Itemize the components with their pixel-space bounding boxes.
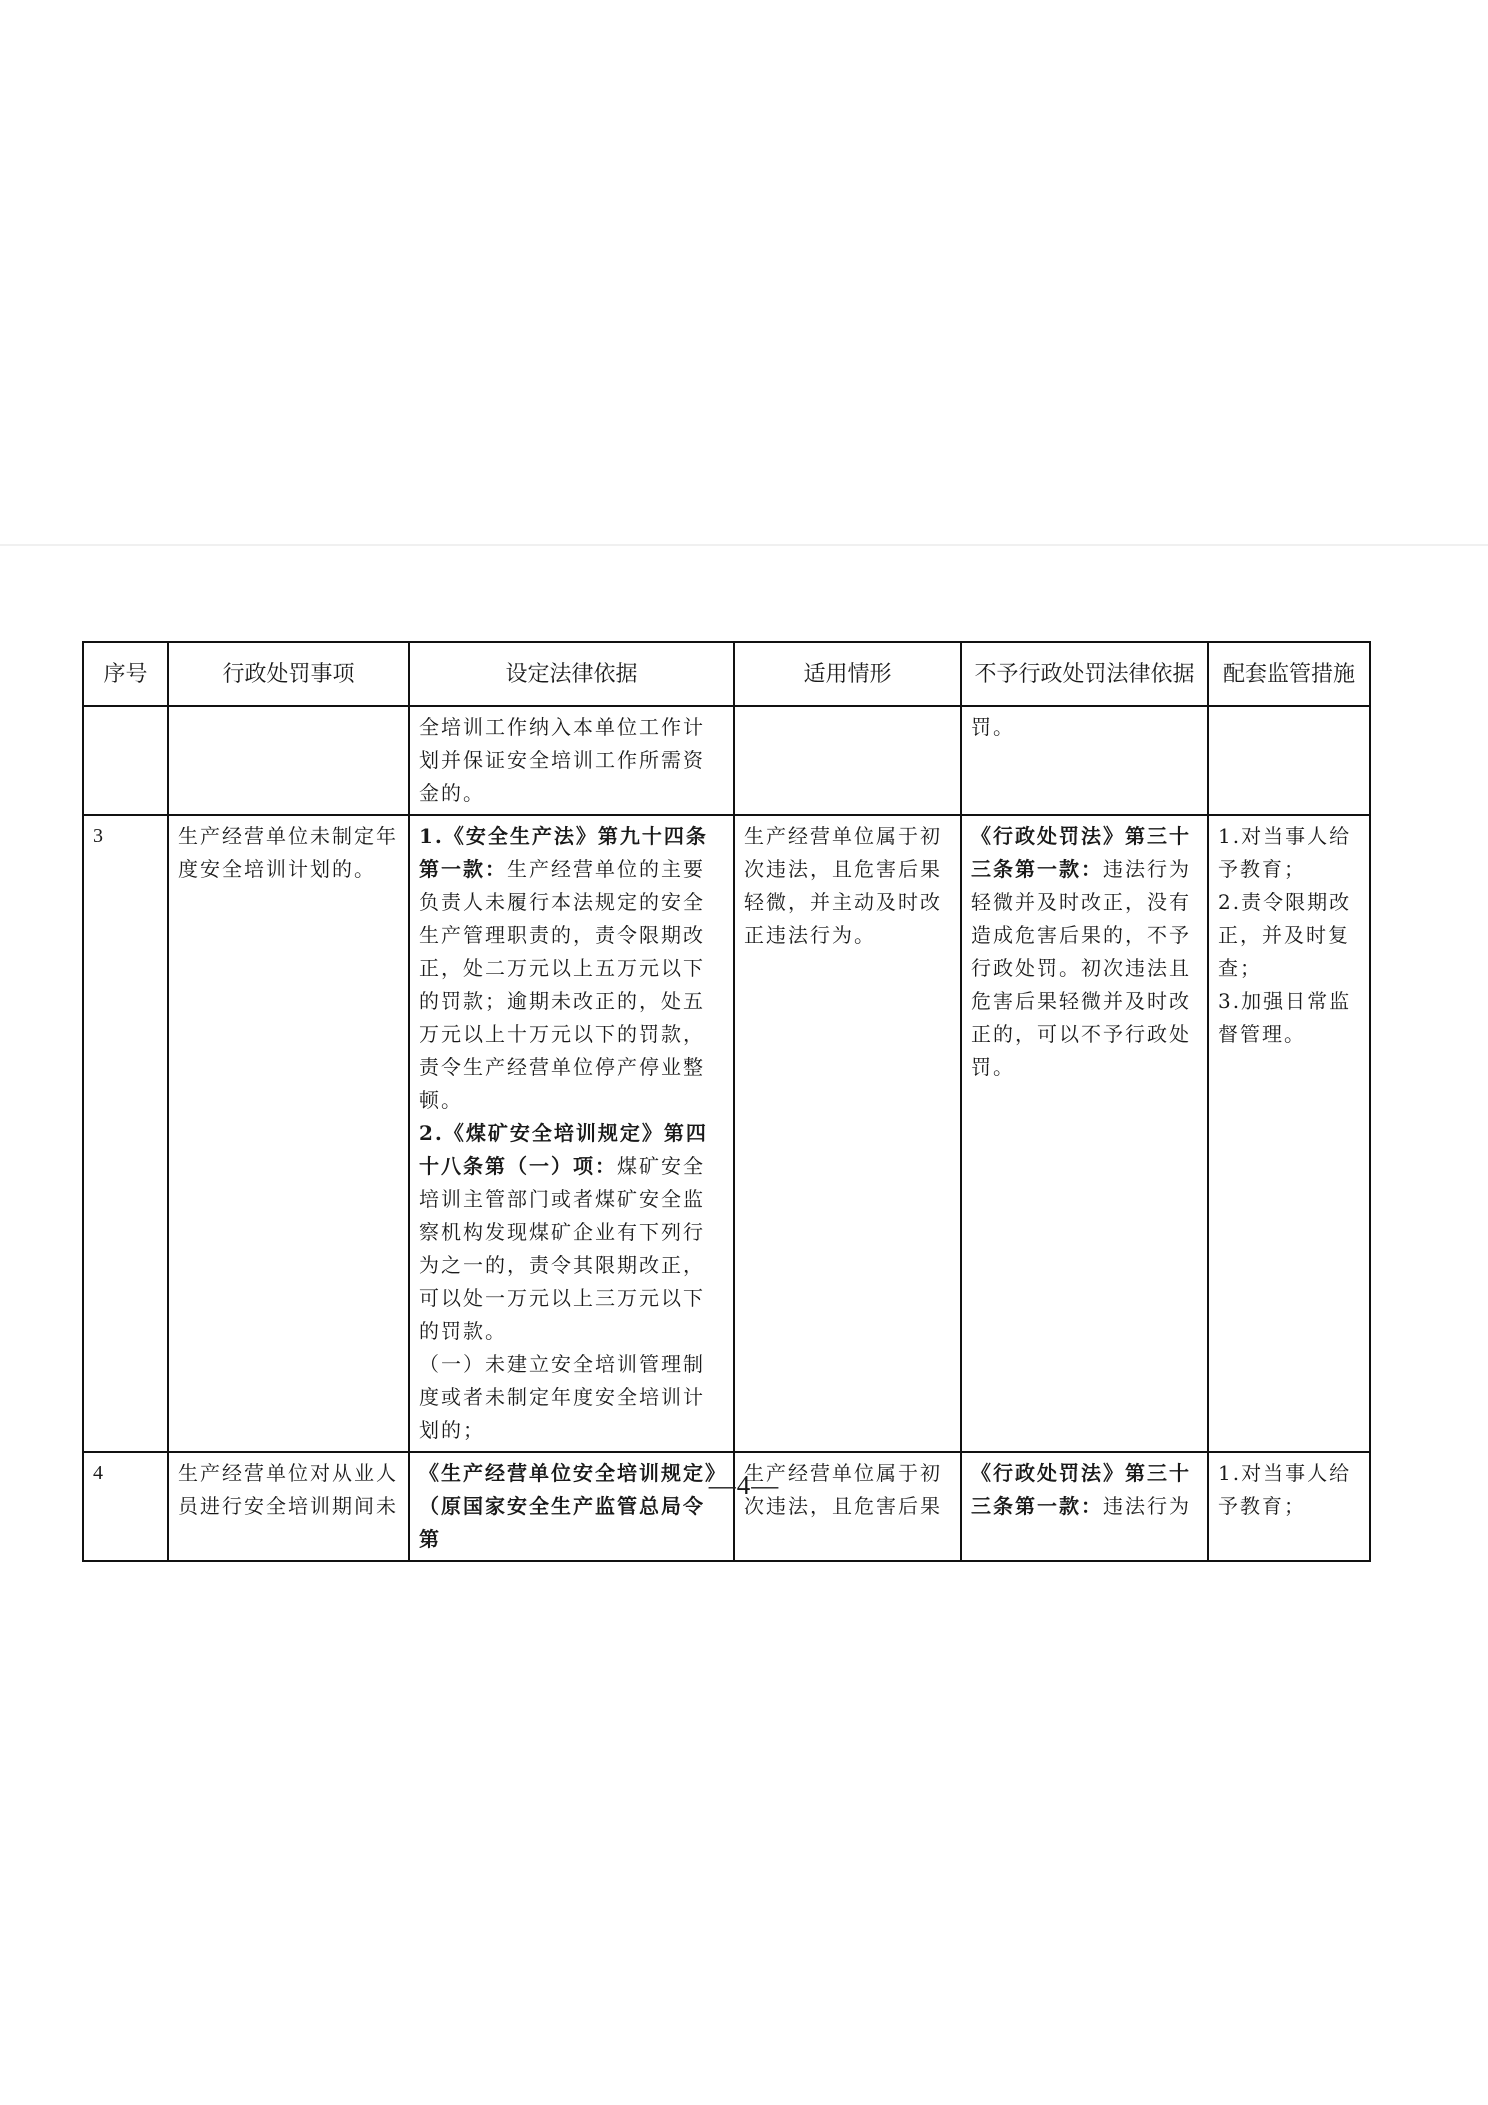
cell-seq xyxy=(83,706,168,815)
cell-seq: 3 xyxy=(83,815,168,1452)
table-header-row xyxy=(83,642,1370,706)
table-row xyxy=(83,1452,1370,1561)
cell-exempt: 罚。 xyxy=(961,706,1208,815)
cell-basis xyxy=(409,815,734,1452)
cell-item xyxy=(168,706,409,815)
cell-situation xyxy=(734,706,961,815)
exempt-title: 《行政处罚法》第三十三条第一款： xyxy=(971,1461,1191,1518)
table-row xyxy=(83,815,1370,1452)
header-item: 行政处罚事项 xyxy=(168,642,409,706)
scan-fold-line xyxy=(0,544,1488,546)
basis-clause-2-text: 煤矿安全培训主管部门或者煤矿安全监察机构发现煤矿企业有下列行为之一的，责令其限期改正，可以处一万元以上三万元以下的罚款。 xyxy=(419,1154,705,1343)
basis-clause-1 xyxy=(419,820,724,1117)
cell-basis: 全培训工作纳入本单位工作计划并保证安全培训工作所需资金的。 xyxy=(409,706,734,815)
basis-clause-1-text: 生产经营单位的主要负责人未履行本法规定的安全生产管理职责的，责令限期改正，处二万元以上五万元以下的罚款；逾期未改正的，处五万元以上十万元以下的罚款，责令生产经营单位停产停业整顿。 xyxy=(419,857,705,1112)
cell-measures xyxy=(1208,815,1370,1452)
page-number: —4— xyxy=(708,1470,780,1500)
table-row xyxy=(83,706,1370,815)
cell-item: 生产经营单位未制定年度安全培训计划的。 xyxy=(168,815,409,1452)
cell-item: 生产经营单位对从业人员进行安全培训期间未 xyxy=(168,1452,409,1561)
measure-3: 3.加强日常监督管理。 xyxy=(1218,989,1352,1046)
cell-basis xyxy=(409,1452,734,1561)
header-exempt: 不予行政处罚法律依据 xyxy=(961,642,1208,706)
basis-title: 《生产经营单位安全培训规定》（原国家安全生产监管总局令第 xyxy=(419,1461,717,1551)
exempt-title: 《行政处罚法》第三十三条第一款： xyxy=(971,824,1191,881)
cell-exempt xyxy=(961,1452,1208,1561)
cell-seq: 4 xyxy=(83,1452,168,1561)
cell-exempt xyxy=(961,815,1208,1452)
measure-1: 1.对当事人给予教育； xyxy=(1218,824,1352,881)
header-seq: 序号 xyxy=(83,642,168,706)
cell-situation: 生产经营单位属于初次违法，且危害后果轻微，并主动及时改正违法行为。 xyxy=(734,815,961,1452)
header-situation: 适用情形 xyxy=(734,642,961,706)
cell-situation: 生产经营单位属于初次违法，且危害后果 xyxy=(734,1452,961,1561)
exempt-text: 违法行为轻微并及时改正，没有造成危害后果的，不予行政处罚。初次违法且危害后果轻微并及时改正的，可以不予行政处罚。 xyxy=(971,857,1191,1079)
cell-measures xyxy=(1208,706,1370,815)
exempt-text: 违法行为 xyxy=(1103,1494,1191,1518)
basis-clause-3: （一）未建立安全培训管理制度或者未制定年度安全培训计划的； xyxy=(419,1352,705,1442)
basis-clause-2-title: 2.《煤矿安全培训规定》第四十八条第（一）项： xyxy=(419,1121,708,1178)
header-measures: 配套监管措施 xyxy=(1208,642,1370,706)
penalty-table xyxy=(82,641,1371,1562)
header-basis: 设定法律依据 xyxy=(409,642,734,706)
basis-clause-1-title: 1.《安全生产法》第九十四条第一款： xyxy=(419,824,708,881)
cell-measures: 1.对当事人给予教育； xyxy=(1208,1452,1370,1561)
measure-2: 2.责令限期改正，并及时复查； xyxy=(1218,890,1352,980)
basis-clause-2 xyxy=(419,1117,724,1348)
